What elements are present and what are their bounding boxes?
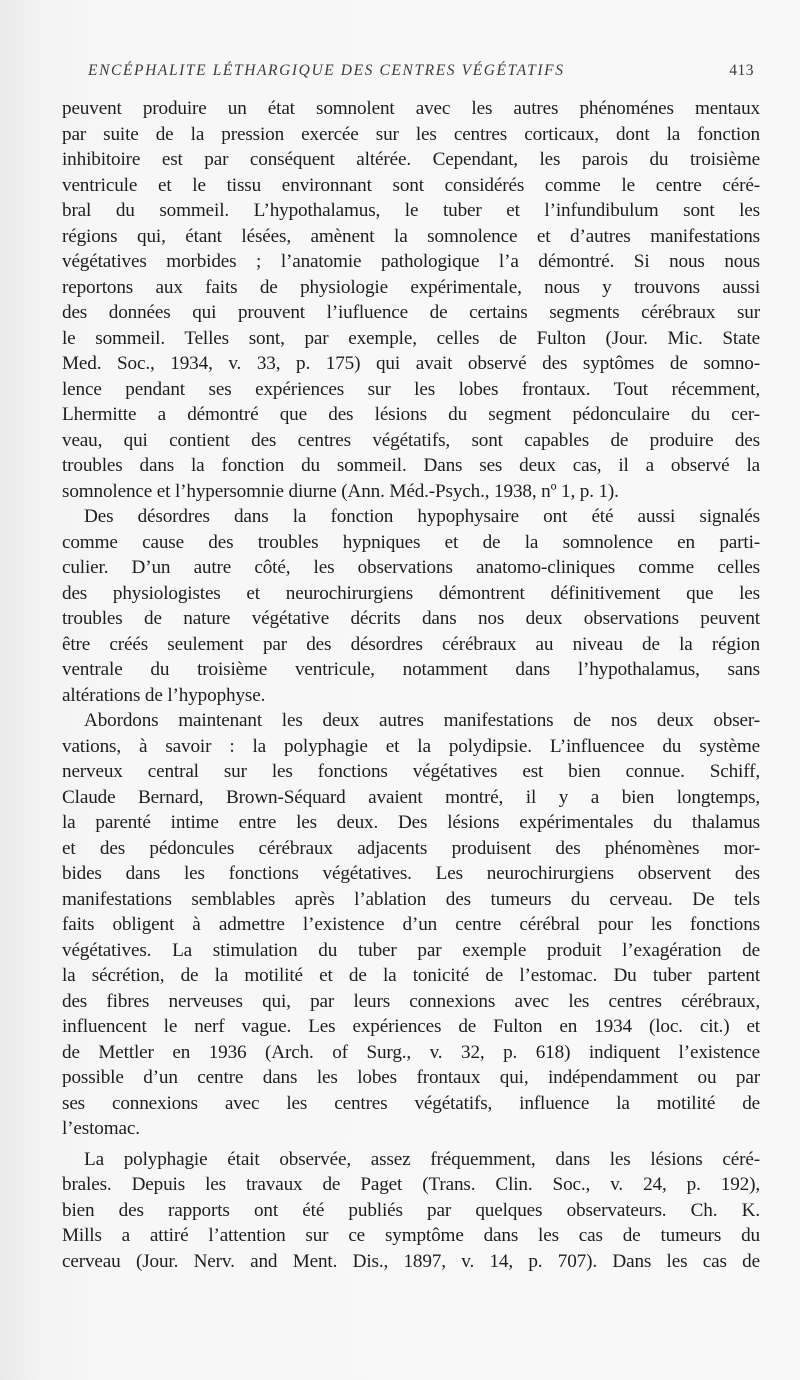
text-line: possible d’un centre dans les lobes frontaux qui, indépendamment ou par: [62, 1067, 760, 1088]
text-line: des données qui prouvent l’iufluence de certains segments cérébraux sur: [62, 302, 760, 323]
text-line: l’estomac.: [62, 1118, 140, 1139]
running-head: [88, 62, 754, 84]
text-line: ventrale du troisième ventricule, notamment dans l’hypothalamus, sans: [62, 659, 760, 680]
text-line: brales. Depuis les travaux de Paget (Trans. Clin. Soc., v. 24, p. 192),: [62, 1174, 760, 1195]
text-line: peuvent produire un état somnolent avec les autres phénoménes mentaux: [62, 98, 760, 119]
text-line: la parenté intime entre les deux. Des lésions expérimentales du thalamus: [62, 812, 760, 833]
text-line: La polyphagie était observée, assez fréquemment, dans les lésions céré-: [84, 1148, 760, 1170]
paragraph-2: [62, 504, 760, 708]
text-line: Lhermitte a démontré que des lésions du segment pédonculaire du cer-: [62, 404, 760, 425]
text-line: inhibitoire est par conséquent altérée. Cependant, les parois du troisième: [62, 149, 760, 170]
text-line: végétatives morbides ; l’anatomie pathologique l’a démontré. Si nous nous: [62, 251, 760, 272]
text-line: faits obligent à admettre l’existence d’un centre cérébral pour les fonctions: [62, 914, 760, 935]
paragraph-3: [62, 708, 760, 1142]
text-line: Claude Bernard, Brown-Séquard avaient montré, il y a bien longtemps,: [62, 786, 760, 808]
text-line: altérations de l’hypophyse.: [62, 684, 266, 706]
body-text: [62, 96, 760, 1274]
text-line: et des pédoncules cérébraux adjacents produisent des phénomènes mor-: [62, 837, 760, 859]
text-line: Abordons maintenant les deux autres manifestations de nos deux obser-: [84, 710, 760, 731]
text-line: régions qui, étant lésées, amènent la somnolence et d’autres manifestations: [62, 225, 760, 247]
text-line: veau, qui contient des centres végétatifs, sont capables de produire des: [62, 429, 760, 451]
text-line: de Mettler en 1936 (Arch. of Surg., v. 32, p. 618) indiquent l’existence: [62, 1041, 760, 1063]
text-line: vations, à savoir : la polyphagie et la polydipsie. L’influencee du système: [62, 735, 760, 757]
text-line: bral du sommeil. L’hypothalamus, le tuber et l’infundibulum sont les: [62, 200, 760, 221]
text-line: Mills a attiré l’attention sur ce symptôme dans les cas de tumeurs du: [62, 1225, 760, 1246]
text-line: des fibres nerveuses qui, par leurs connexions avec les centres cérébraux,: [62, 990, 760, 1012]
page-number: 413: [729, 62, 754, 79]
text-line: être créés seulement par des désordres cérébraux au niveau de la région: [62, 633, 760, 655]
text-line: par suite de la pression exercée sur les centres corticaux, dont la fonction: [62, 123, 760, 145]
text-line: manifestations semblables après l’ablation des tumeurs du cerveau. De tels: [62, 888, 760, 910]
text-line: troubles dans la fonction du sommeil. Dans ses deux cas, il a observé la: [62, 455, 760, 476]
text-line: lence pendant ses expériences sur les lobes frontaux. Tout récemment,: [62, 378, 760, 400]
text-line: cerveau (Jour. Nerv. and Ment. Dis., 1897, v. 14, p. 707). Dans les cas de: [62, 1250, 760, 1272]
text-line: le sommeil. Telles sont, par exemple, celles de Fulton (Jour. Mic. State: [62, 327, 760, 349]
text-line: comme cause des troubles hypniques et de la somnolence en parti-: [62, 531, 760, 553]
text-line: ventricule et le tissu environnant sont considérés comme le centre céré-: [62, 174, 760, 196]
text-line: influencent le nerf vague. Les expériences de Fulton en 1934 (loc. cit.) et: [62, 1016, 760, 1037]
text-line: ses connexions avec les centres végétatifs, influence la motilité de: [62, 1092, 760, 1114]
running-head-title: ENCÉPHALITE LÉTHARGIQUE DES CENTRES VÉGÉTATIFS: [88, 62, 565, 79]
text-line: culier. D’un autre côté, les observations anatomo-cliniques comme celles: [62, 557, 760, 578]
text-line: des physiologistes et neurochirurgiens démontrent définitivement que les: [62, 582, 760, 604]
text-line: Des désordres dans la fonction hypophysaire ont été aussi signalés: [84, 506, 760, 527]
text-line: la sécrétion, de la motilité et de la tonicité de l’estomac. Du tuber partent: [62, 965, 760, 986]
text-line: bides dans les fonctions végétatives. Les neurochirurgiens observent des: [62, 863, 760, 884]
paragraph-4: [62, 1147, 760, 1275]
paragraph-1: [62, 96, 760, 504]
text-line: végétatives. La stimulation du tuber par exemple produit l’exagération de: [62, 939, 760, 961]
text-line: troubles de nature végétative décrits dans nos deux observations peuvent: [62, 608, 760, 629]
text-line: Med. Soc., 1934, v. 33, p. 175) qui avait observé des syptômes de somno-: [62, 353, 760, 374]
text-line: somnolence et l’hypersomnie diurne (Ann. Méd.-Psych., 1938, nº 1, p. 1).: [62, 480, 619, 502]
text-line: nerveux central sur les fonctions végétatives est bien connue. Schiff,: [62, 761, 760, 782]
text-line: reportons aux faits de physiologie expérimentale, nous y trouvons aussi: [62, 276, 760, 298]
text-line: bien des rapports ont été publiés par quelques observateurs. Ch. K.: [62, 1199, 760, 1221]
